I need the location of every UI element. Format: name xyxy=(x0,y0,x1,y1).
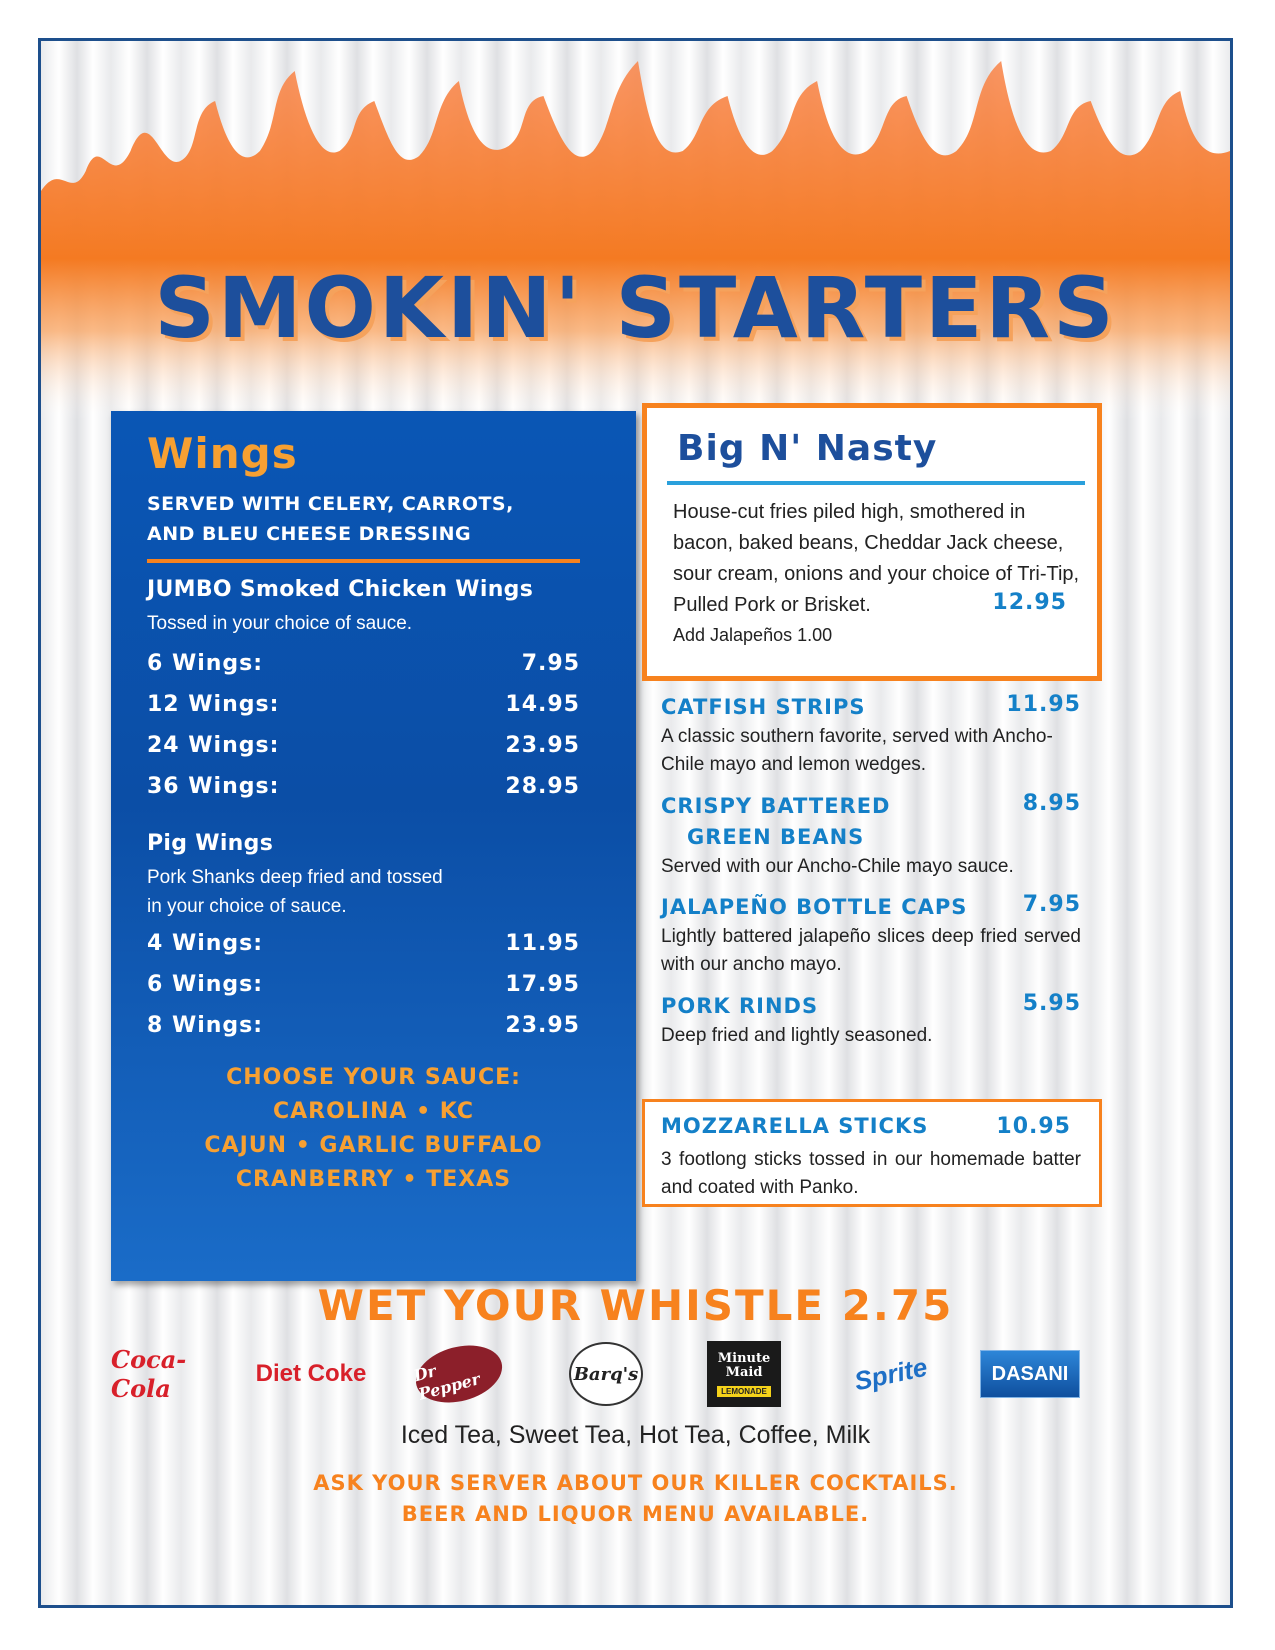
sauce-line: CAROLINA • KC xyxy=(272,1099,475,1124)
wings-panel xyxy=(111,411,636,1281)
item-desc: Deep fried and lightly seasoned. xyxy=(661,1025,933,1046)
item-price: 5.95 xyxy=(1022,991,1081,1016)
wings-subtitle xyxy=(147,489,597,549)
dr-pepper-logo xyxy=(411,1341,506,1407)
big-nasty-divider xyxy=(667,481,1085,485)
row-label: 8 Wings: xyxy=(147,1013,264,1038)
drinks-title: WET YOUR WHISTLE 2.75 xyxy=(317,1281,954,1330)
logo-text: Sprite xyxy=(851,1351,931,1396)
row-price: 23.95 xyxy=(505,733,580,758)
price-row xyxy=(147,692,580,732)
item-name: PORK RINDS xyxy=(661,994,819,1018)
logo-text: Barq's xyxy=(573,1363,639,1385)
jumbo-wings-title: JUMBO Smoked Chicken Wings xyxy=(147,577,534,602)
item-desc: A classic southern favorite, served with Ancho-Chile mayo and lemon wedges. xyxy=(661,726,1053,775)
page-title: SMOKIN' STARTERS xyxy=(154,259,1117,357)
wings-title: Wings xyxy=(147,429,298,478)
row-label: 6 Wings: xyxy=(147,651,264,676)
row-price: 14.95 xyxy=(505,692,580,717)
minute-maid-logo xyxy=(704,1341,784,1407)
logo-text: DASANI xyxy=(991,1362,1069,1385)
menu-item xyxy=(661,892,1081,979)
item-price: 7.95 xyxy=(1022,892,1081,917)
big-nasty-desc: House-cut fries piled high, smothered in bacon, baked beans, Cheddar Jack cheese, sour cream, onions and your choice of Tri-Tip, Pulled Pork or Brisket. xyxy=(673,501,1080,616)
row-label: 4 Wings: xyxy=(147,931,264,956)
jumbo-wings-desc: Tossed in your choice of sauce. xyxy=(147,613,413,634)
row-price: 11.95 xyxy=(505,931,580,956)
item-name: CATFISH STRIPS xyxy=(661,695,866,719)
price-row xyxy=(147,931,580,971)
mozzarella-box xyxy=(642,1099,1102,1207)
price-row xyxy=(147,774,580,814)
item-desc: Lightly battered jalapeño slices deep fried served with our ancho mayo. xyxy=(661,926,1081,975)
sauce-line: CRANBERRY • TEXAS xyxy=(235,1167,512,1192)
item-price: 10.95 xyxy=(996,1114,1071,1139)
pig-wings-desc xyxy=(147,863,527,921)
item-price: 11.95 xyxy=(1006,692,1081,717)
other-drinks: Iced Tea, Sweet Tea, Hot Tea, Coffee, Milk xyxy=(400,1421,871,1449)
big-nasty-title: Big N' Nasty xyxy=(677,428,938,469)
item-desc: Served with our Ancho-Chile mayo sauce. xyxy=(661,856,1014,877)
diet-coke-logo xyxy=(251,1341,371,1407)
big-nasty-addon: Add Jalapeños 1.00 xyxy=(673,625,833,645)
sauce-line: CAJUN • GARLIC BUFFALO xyxy=(204,1133,543,1158)
price-row xyxy=(147,972,580,1012)
wings-divider xyxy=(147,559,580,563)
pig-wings-desc-line-2: in your choice of sauce. xyxy=(147,896,347,917)
row-price: 28.95 xyxy=(505,774,580,799)
big-nasty-price: 12.95 xyxy=(992,590,1067,615)
logo-subtext: LEMONADE xyxy=(717,1386,771,1397)
menu-item xyxy=(661,791,1081,881)
sauce-options xyxy=(111,1061,636,1197)
logo-text: Minute Maid xyxy=(717,1350,771,1380)
barqs-logo xyxy=(561,1341,651,1407)
row-price: 23.95 xyxy=(505,1013,580,1038)
wings-subtitle-line-2: AND BLEU CHEESE DRESSING xyxy=(147,523,472,545)
sprite-logo xyxy=(841,1341,941,1407)
menu-item xyxy=(661,991,1081,1050)
wings-subtitle-line-1: SERVED WITH CELERY, CARROTS, xyxy=(147,493,514,515)
pig-wings-desc-line-1: Pork Shanks deep fried and tossed xyxy=(147,867,443,888)
pig-wings-title: Pig Wings xyxy=(147,831,274,856)
row-label: 36 Wings: xyxy=(147,774,280,799)
big-nasty-box xyxy=(642,403,1102,681)
row-price: 17.95 xyxy=(505,972,580,997)
sauce-heading: CHOOSE YOUR SAUCE: xyxy=(226,1065,521,1090)
menu-item xyxy=(661,692,1081,779)
menu-page xyxy=(38,38,1233,1608)
price-row xyxy=(147,1013,580,1053)
row-price: 7.95 xyxy=(521,651,580,676)
dasani-logo xyxy=(979,1341,1081,1407)
cocktail-note-line-2: BEER AND LIQUOR MENU AVAILABLE. xyxy=(401,1502,870,1526)
price-row xyxy=(147,733,580,773)
row-label: 24 Wings: xyxy=(147,733,280,758)
item-desc: 3 footlong sticks tossed in our homemade batter and coated with Panko. xyxy=(661,1149,1081,1198)
item-price: 8.95 xyxy=(1022,791,1081,816)
item-name: JALAPEÑO BOTTLE CAPS xyxy=(661,895,968,919)
cocktail-note-line-1: ASK YOUR SERVER ABOUT OUR KILLER COCKTAILS. xyxy=(313,1471,958,1495)
item-name-line-2: GREEN BEANS xyxy=(687,825,865,849)
logo-text: Dr Pepper xyxy=(411,1361,482,1404)
cocktail-note xyxy=(41,1468,1230,1530)
logo-text: Coca-Cola xyxy=(111,1345,187,1403)
price-row xyxy=(147,651,580,691)
item-name: CRISPY BATTERED xyxy=(661,794,891,818)
row-label: 12 Wings: xyxy=(147,692,280,717)
coca-cola-logo xyxy=(111,1341,221,1407)
drink-logos xyxy=(111,1341,1161,1411)
item-name: MOZZARELLA STICKS xyxy=(661,1114,929,1138)
row-label: 6 Wings: xyxy=(147,972,264,997)
logo-text: Diet Coke xyxy=(255,1360,367,1387)
flames-banner xyxy=(41,41,1230,421)
